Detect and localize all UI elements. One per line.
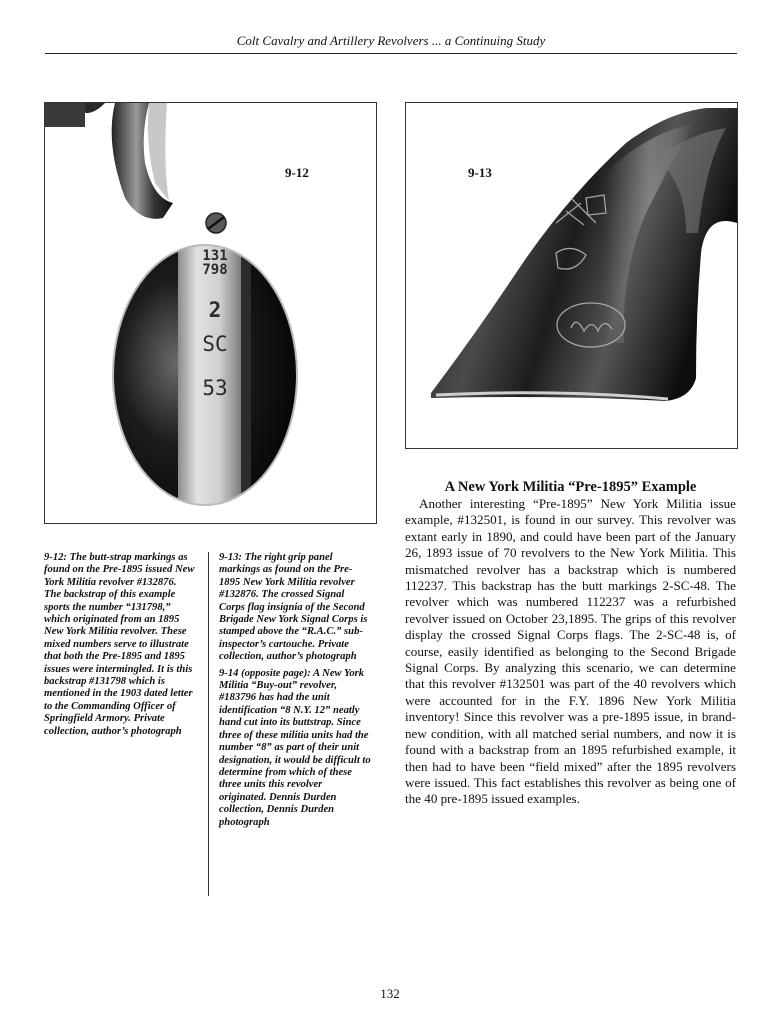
stamp-line-4: SC [202, 332, 228, 356]
header-rule [45, 53, 737, 54]
caption-9-12-text: The butt-strap markings as found on the Pre-1895 issued New York Militia revolver #132876. The backstrap of this example sports the number “131798,” which originated from an 1895 New York Militia revolver. These mixed numbers serve to illustrate that both the Pre-1895 and 1895 issues were intermingled. It is this backstrap #131798 which is mentioned in the 1903 dated letter to the Commanding Officer of Springfield Armory. Private collection, author’s photograph [44, 552, 195, 737]
caption-9-14 [219, 668, 371, 829]
caption-9-13-text: The right grip panel markings as found on the Pre-1895 New York Militia revolver #132876. The crossed Signal Corps flag insignia of the Second Brigade New York Signal Corps is stamped above the “R.A.C.” sub-inspector’s cartouche. Private collection, author’s photograph [219, 552, 368, 663]
stamp-line-5: 53 [202, 376, 228, 400]
caption-9-13-lead: 9-13: [219, 552, 242, 563]
stamp-line-1: 131 [202, 248, 228, 264]
caption-column-2 [219, 552, 371, 829]
photo-9-12 [44, 102, 377, 524]
caption-divider [208, 552, 209, 896]
stamp-line-3: 2 [208, 298, 222, 322]
body-text: Another interesting “Pre-1895” New York Militia issue example, #132501, is found in our survey. This revolver was extant early in 1890, and could have been part of the January 26, 1893 issue of 70 revolvers to the New York Militia. This mismatched revolver has a backstrap which is numbered 112237. This backstrap has the butt markings 2-SC-48. The revolver which was numbered 112237 was a refurbished revolver issued on October 23,1895. The grips of this revolver display the crossed Signal Corps flags. The 2-SC-48 is, of course, easily identified as belonging to the Second Brigade Signal Corps. By analyzing this scenario, we can determine that this revolver #132501 was part of the 40 revolvers which were accounted for in the F.Y. 1896 New York Militia inventory! Since this revolver was a pre-1895 issue, in brand-new condition, with all matched serial numbers, and now it is found with a backstrap from an 1895 refurbished example, it then had to have been “field mixed” after the 1895 revolvers were issued. This fact establishes this revolver as being one of the 40 pre-1895 issued examples. [405, 496, 736, 807]
stamp-line-2: 798 [202, 262, 228, 278]
photo-9-13 [405, 102, 738, 449]
caption-9-14-lead: 9-14 (opposite page): [219, 667, 311, 679]
caption-9-12-lead: 9-12: [44, 552, 67, 563]
caption-9-14-text: A New York Militia “Buy-out” revolver, #183796 has had the unit identification “8 N.Y. 12” neatly hand cut into its buttstrap. Since three of these militia units had the number “8” as part of their unit designation, it would be difficult to determine from which of these three units this revolver originated. Dennis Durden collection, Dennis Durden photograph [219, 667, 371, 828]
caption-9-13 [219, 552, 371, 664]
section-heading: A New York Militia “Pre-1895” Example [444, 479, 697, 495]
page-number: 132 [380, 986, 400, 1001]
figure-label-9-13: 9-13 [468, 165, 492, 180]
buttstrap-photo [45, 103, 376, 523]
running-head: Colt Cavalry and Artillery Revolvers ... a Continuing Study [236, 33, 546, 48]
figure-label-9-12: 9-12 [285, 165, 309, 180]
grip-panel-photo [406, 103, 737, 448]
caption-9-12 [44, 552, 196, 738]
